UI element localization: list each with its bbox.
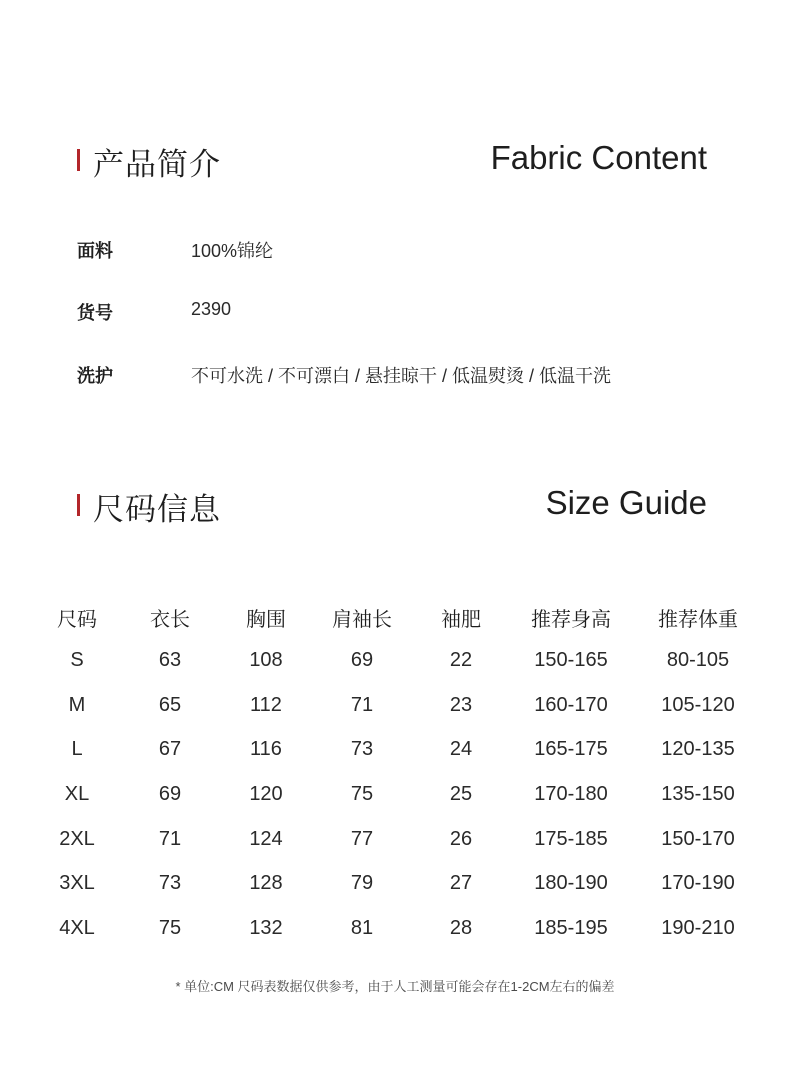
table-cell: 71 xyxy=(350,693,374,716)
size-section-title-en: Size Guide xyxy=(545,484,707,521)
table-row xyxy=(37,906,761,951)
table-cell: 185-195 xyxy=(534,916,608,939)
column-header: 胸围 xyxy=(246,608,286,631)
table-row xyxy=(37,817,761,862)
column-header: 尺码 xyxy=(57,608,97,631)
size-table-header-row xyxy=(37,596,761,638)
table-cell: 73 xyxy=(158,872,182,895)
table-row xyxy=(37,861,761,906)
table-cell: 124 xyxy=(249,827,283,850)
table-cell: 105-120 xyxy=(661,693,735,716)
info-row-care xyxy=(0,362,790,392)
column-header: 推荐身高 xyxy=(531,608,611,631)
table-cell: 71 xyxy=(158,827,182,850)
table-cell: 120 xyxy=(249,782,283,805)
table-cell: 150-165 xyxy=(534,648,608,671)
table-cell: 79 xyxy=(350,872,374,895)
table-cell: 67 xyxy=(158,738,182,761)
info-label: 面料 xyxy=(77,241,113,261)
table-cell: 73 xyxy=(350,738,374,761)
size-footnote: * 单位:CM 尺码表数据仅供参考，由于人工测量可能会存在1-2CM左右的偏差 xyxy=(175,979,615,994)
table-cell: 180-190 xyxy=(534,872,608,895)
column-header: 推荐体重 xyxy=(658,608,738,631)
info-row-item-number xyxy=(0,299,790,329)
column-header: 衣长 xyxy=(150,608,190,631)
accent-bar xyxy=(77,494,80,516)
table-cell: 26 xyxy=(449,827,473,850)
table-cell: 3XL xyxy=(59,872,95,895)
table-cell: 65 xyxy=(158,693,182,716)
table-cell: XL xyxy=(64,782,90,805)
table-cell: 81 xyxy=(350,916,374,939)
table-cell: 80-105 xyxy=(666,648,730,671)
info-label: 货号 xyxy=(77,303,113,323)
table-row xyxy=(37,638,761,683)
table-cell: 28 xyxy=(449,916,473,939)
info-value: 不可水洗 / 不可漂白 / 悬挂晾干 / 低温熨烫 / 低温干洗 xyxy=(191,366,612,386)
table-cell: 69 xyxy=(350,648,374,671)
accent-bar xyxy=(77,149,80,171)
table-cell: 170-180 xyxy=(534,782,608,805)
info-label: 洗护 xyxy=(77,366,113,386)
table-cell: 75 xyxy=(158,916,182,939)
product-section-title-en: Fabric Content xyxy=(490,139,707,176)
table-cell: 175-185 xyxy=(534,827,608,850)
table-cell: 120-135 xyxy=(661,738,735,761)
column-header: 袖肥 xyxy=(441,608,481,631)
info-value: 100%锦纶 xyxy=(191,241,274,261)
table-cell: 112 xyxy=(250,693,282,716)
product-section-title: 产品简介 xyxy=(93,147,221,182)
table-cell: 150-170 xyxy=(661,827,735,850)
table-cell: 69 xyxy=(158,782,182,805)
table-cell: S xyxy=(70,648,84,671)
table-row xyxy=(37,727,761,772)
info-row-fabric xyxy=(0,237,790,267)
size-section-header xyxy=(0,480,790,530)
table-cell: 135-150 xyxy=(661,782,735,805)
table-cell: 25 xyxy=(449,782,473,805)
table-cell: 132 xyxy=(249,916,283,939)
size-section-title: 尺码信息 xyxy=(93,492,221,527)
table-cell: 2XL xyxy=(59,827,95,850)
size-table xyxy=(37,596,761,951)
table-cell: M xyxy=(68,693,86,716)
table-cell: 190-210 xyxy=(661,916,735,939)
table-cell: 77 xyxy=(350,827,374,850)
table-cell: 23 xyxy=(449,693,473,716)
table-cell: 22 xyxy=(449,648,473,671)
table-cell: 160-170 xyxy=(534,693,608,716)
column-header: 肩袖长 xyxy=(332,608,392,631)
table-cell: 165-175 xyxy=(534,738,608,761)
table-cell: 128 xyxy=(249,872,283,895)
table-cell: L xyxy=(71,738,83,761)
table-cell: 63 xyxy=(158,648,182,671)
table-cell: 27 xyxy=(449,872,473,895)
table-cell: 24 xyxy=(449,738,473,761)
table-cell: 170-190 xyxy=(661,872,735,895)
table-row xyxy=(37,683,761,728)
product-section-header xyxy=(0,135,790,185)
table-cell: 116 xyxy=(250,738,282,761)
table-cell: 108 xyxy=(249,648,283,671)
table-cell: 75 xyxy=(350,782,374,805)
table-cell: 4XL xyxy=(59,916,95,939)
info-value: 2390 xyxy=(191,299,232,319)
table-row xyxy=(37,772,761,817)
